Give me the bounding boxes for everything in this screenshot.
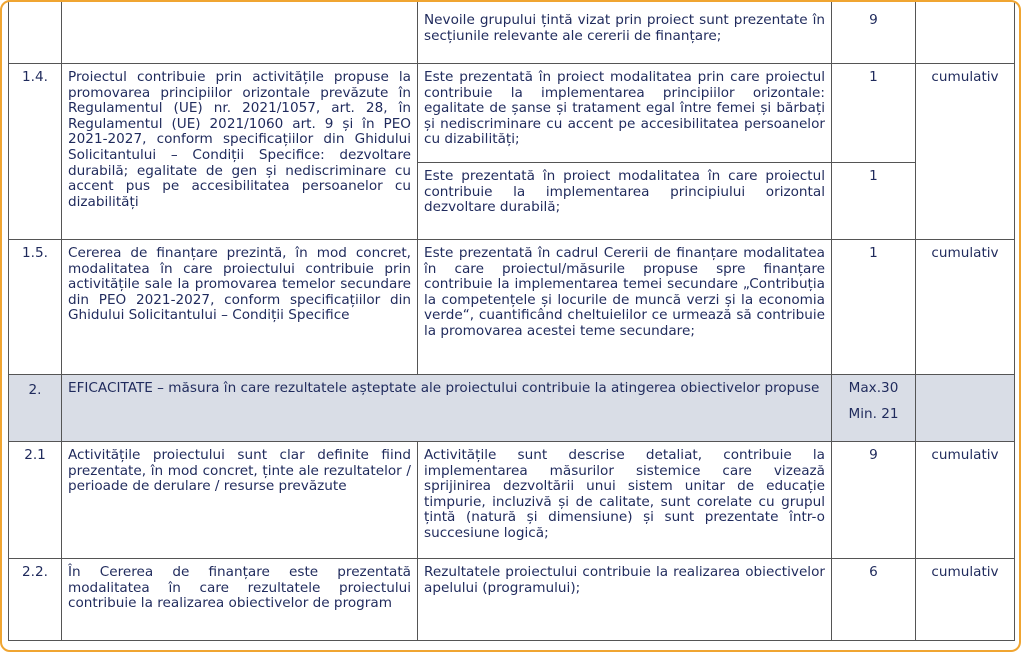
score-cell: 1 xyxy=(832,64,916,163)
row-number: 2.1 xyxy=(9,442,62,559)
type-cell: cumulativ xyxy=(916,64,1015,240)
section-score-cell xyxy=(832,375,916,442)
evaluation-grid-table xyxy=(8,0,1015,641)
table-row xyxy=(9,559,1015,641)
table-row xyxy=(9,1,1015,64)
type-cell xyxy=(916,375,1015,442)
type-cell: cumulativ xyxy=(916,442,1015,559)
subcriterion-cell: Este prezentată în cadrul Cererii de finanțare modalitatea în care proiectul/măsurile propuse spre finanțare contribuie la implementarea temei secundare „Contribuția la competențele și locurile de muncă verzi și la economia verde“, cuantificând cheltuielilor ce urmează să contribuie la promovarea acestei teme secundare; xyxy=(418,240,832,375)
row-number: 1.5. xyxy=(9,240,62,375)
section-title: EFICACITATE – măsura în care rezultatele așteptate ale proiectului contribuie la atingerea obiectivelor propuse xyxy=(62,375,832,442)
table-row xyxy=(9,64,1015,163)
subcriterion-cell: Rezultatele proiectului contribuie la realizarea obiectivelor apelului (programului); xyxy=(418,559,832,641)
score-cell: 9 xyxy=(832,442,916,559)
criterion-cell: În Cererea de finanțare este prezentată modalitatea în care rezultatele proiectului contribuie la realizarea obiectivelor de program xyxy=(62,559,418,641)
criterion-cell: Cererea de finanțare prezintă, în mod concret, modalitatea în care proiectului contribuie prin activitățile sale la promovarea temelor secundare din PEO 2021-2027, conform specificațiilor din Ghidului Solicitantului – Condiții Specifice xyxy=(62,240,418,375)
type-cell xyxy=(916,1,1015,64)
subcriterion-cell: Este prezentată în proiect modalitatea prin care proiectul contribuie la implementarea principiilor orizontale: egalitate de șanse și tratament egal între femei și bărbați și nediscriminare cu accent pe accesibilitatea persoanelor cu dizabilități; xyxy=(418,64,832,163)
score-cell: 1 xyxy=(832,163,916,240)
score-cell: 1 xyxy=(832,240,916,375)
table-row xyxy=(9,240,1015,375)
subcriterion-cell: Este prezentată în proiect modalitatea în care proiectul contribuie la implementarea principiului orizontal dezvoltare durabilă; xyxy=(418,163,832,240)
type-cell: cumulativ xyxy=(916,559,1015,641)
criterion-cell xyxy=(62,1,418,64)
row-number xyxy=(9,1,62,64)
subcriterion-cell: Nevoile grupului țintă vizat prin proiect sunt prezentate în secțiunile relevante ale cererii de finanțare; xyxy=(418,1,832,64)
criterion-cell: Proiectul contribuie prin activitățile propuse la promovarea principiilor orizontale prevăzute în Regulamentul (UE) nr. 2021/1057, art. 28, în Regulamentul (UE) 2021/1060 art. 9 și în PEO 2021-2027, conform specificațiilor din Ghidului Solicitantului – Condiții Specifice: dezvoltare durabilă; egalitate de gen și nediscriminare cu accent pus pe accesibilitatea persoanelor cu dizabilități xyxy=(62,64,418,240)
table-row xyxy=(9,442,1015,559)
min-score: Min. 21 xyxy=(848,405,899,422)
section-header-row xyxy=(9,375,1015,442)
score-cell: 6 xyxy=(832,559,916,641)
criterion-cell: Activitățile proiectului sunt clar definite fiind prezentate, în mod concret, ținte ale rezultatelor / perioade de derulare / resurse prevăzute xyxy=(62,442,418,559)
section-number: 2. xyxy=(9,375,62,442)
max-score: Max.30 xyxy=(848,380,899,396)
type-cell: cumulativ xyxy=(916,240,1015,375)
subcriterion-cell: Activitățile sunt descrise detaliat, contribuie la implementarea măsurilor sistemice care vizează sprijinirea dezvoltării unui sistem unitar de educație timpurie, incluzivă și de calitate, sunt corelate cu grupul țintă (natură și dimensiune) și sunt prezentate într-o succesiune logică; xyxy=(418,442,832,559)
row-number: 2.2. xyxy=(9,559,62,641)
score-cell: 9 xyxy=(832,1,916,64)
row-number: 1.4. xyxy=(9,64,62,240)
